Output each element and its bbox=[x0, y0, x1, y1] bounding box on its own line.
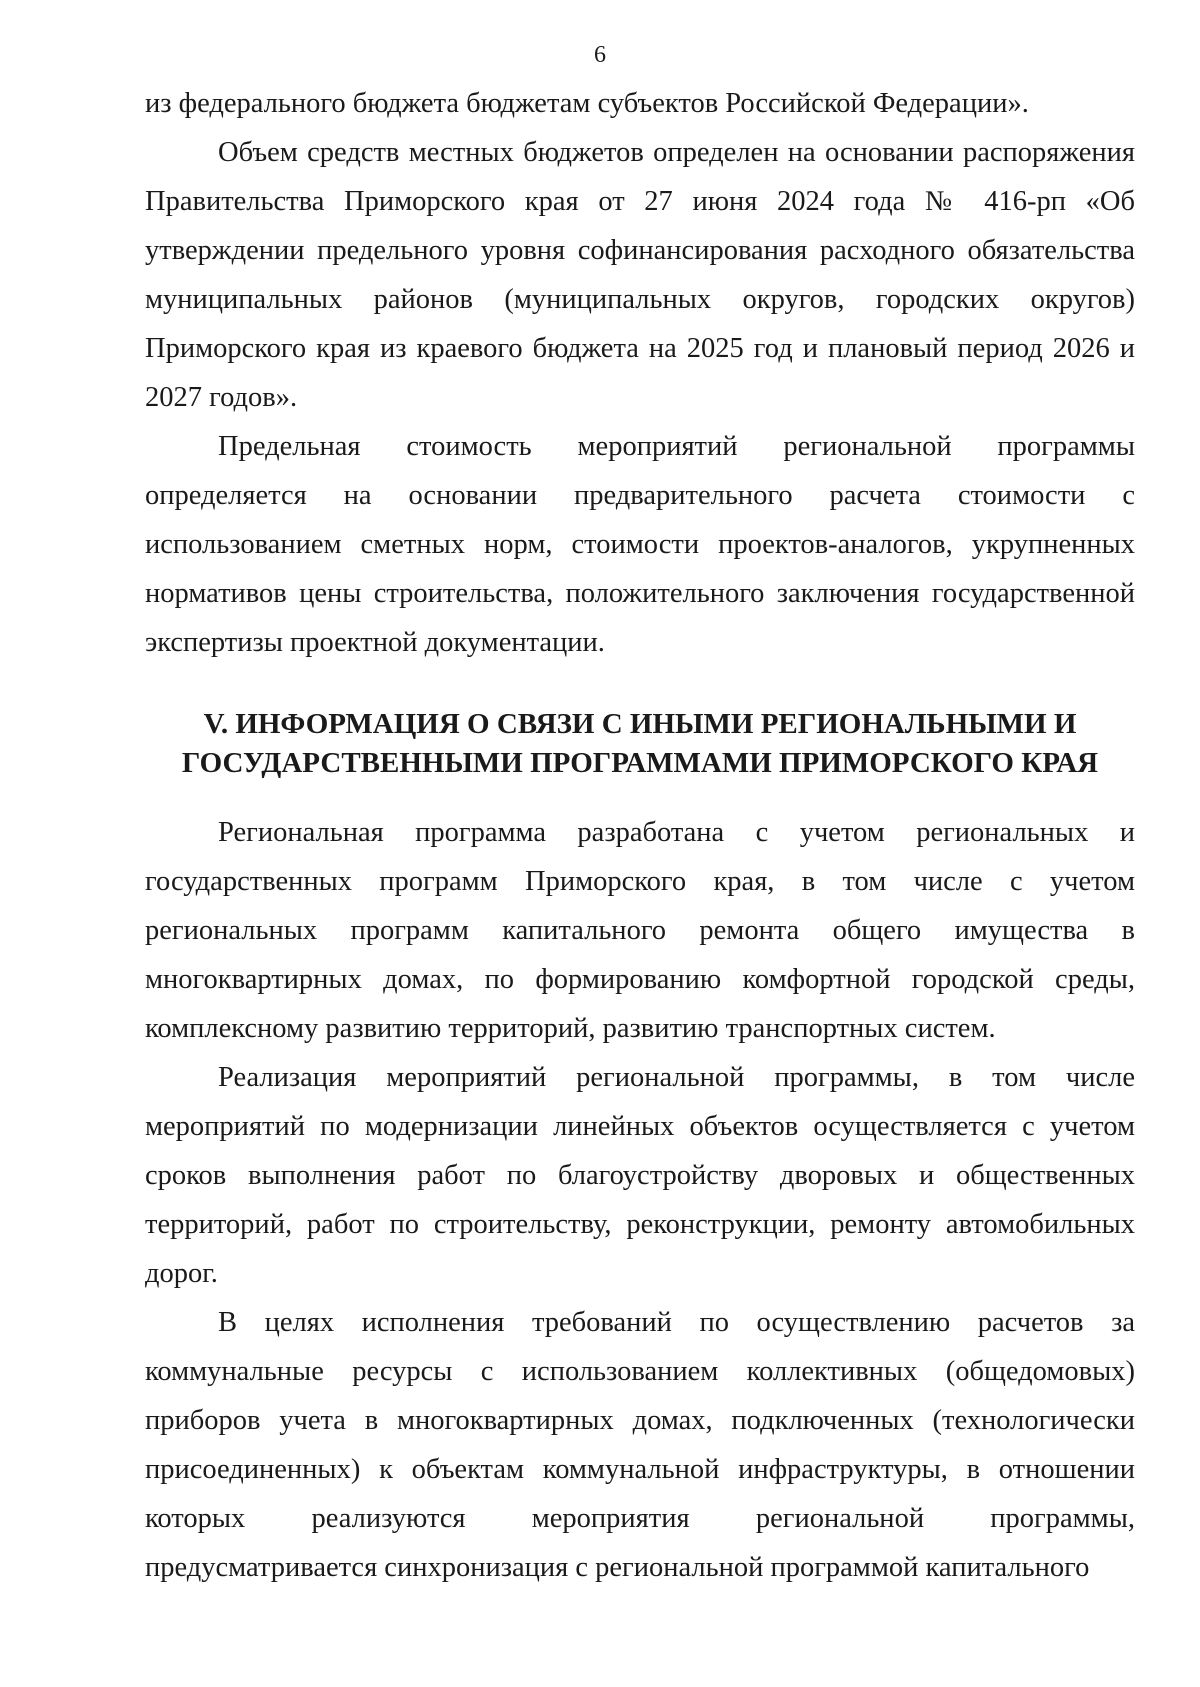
paragraph-program-developed: Региональная программа разработана с учетом региональных и государственных программ Приморского края, в том числе с учетом региональных программ капитального ремонта общего имущества в многоквартирных домах, по формированию комфортной городской среды, комплексному развитию территорий, развитию транспортных систем. bbox=[145, 817, 1135, 1044]
paragraph-max-cost: Предельная стоимость мероприятий региональной программы определяется на основании предварительного расчета стоимости с использованием сметных норм, стоимости проектов-аналогов, укрупненных нормативов цены строительства, положительного заключения государственной экспертизы проектной документации. bbox=[145, 431, 1135, 658]
section-heading-line-1: V. ИНФОРМАЦИЯ О СВЯЗИ С ИНЫМИ РЕГИОНАЛЬНЫМИ И bbox=[203, 708, 1077, 740]
page-number: 6 bbox=[594, 42, 606, 68]
text-block-top bbox=[145, 79, 1135, 667]
paragraph-metering-sync: В целях исполнения требований по осуществлению расчетов за коммунальные ресурсы с использованием коллективных (общедомовых) приборов учета в многоквартирных домах, подключенных (технологически присоединенных) к объектам коммунальной инфраструктуры, в отношении которых реализуются мероприятия региональной программы, предусматривается синхронизация с региональной программой капитального bbox=[145, 1307, 1135, 1583]
paragraph-local-budgets: Объем средств местных бюджетов определен на основании распоряжения Правительства Приморского края от 27 июня 2024 года № 416-рп «Об утверждении предельного уровня софинансирования расходного обязательства муниципальных районов (муниципальных округов, городских округов) Приморского края из краевого бюджета на 2025 год и плановый период 2026 и 2027 годов». bbox=[145, 137, 1135, 413]
paragraph-continuation: из федерального бюджета бюджетам субъектов Российской Федерации». bbox=[145, 88, 1029, 119]
section-heading bbox=[145, 705, 1135, 783]
section-heading-line-2: ГОСУДАРСТВЕННЫМИ ПРОГРАММАМИ ПРИМОРСКОГО КРАЯ bbox=[181, 747, 1099, 779]
paragraph-implementation: Реализация мероприятий региональной программы, в том числе мероприятий по модернизации линейных объектов осуществляется с учетом сроков выполнения работ по благоустройству дворовых и общественных территорий, работ по строительству, реконструкции, ремонту автомобильных дорог. bbox=[145, 1062, 1135, 1289]
text-block-bottom bbox=[145, 808, 1135, 1592]
